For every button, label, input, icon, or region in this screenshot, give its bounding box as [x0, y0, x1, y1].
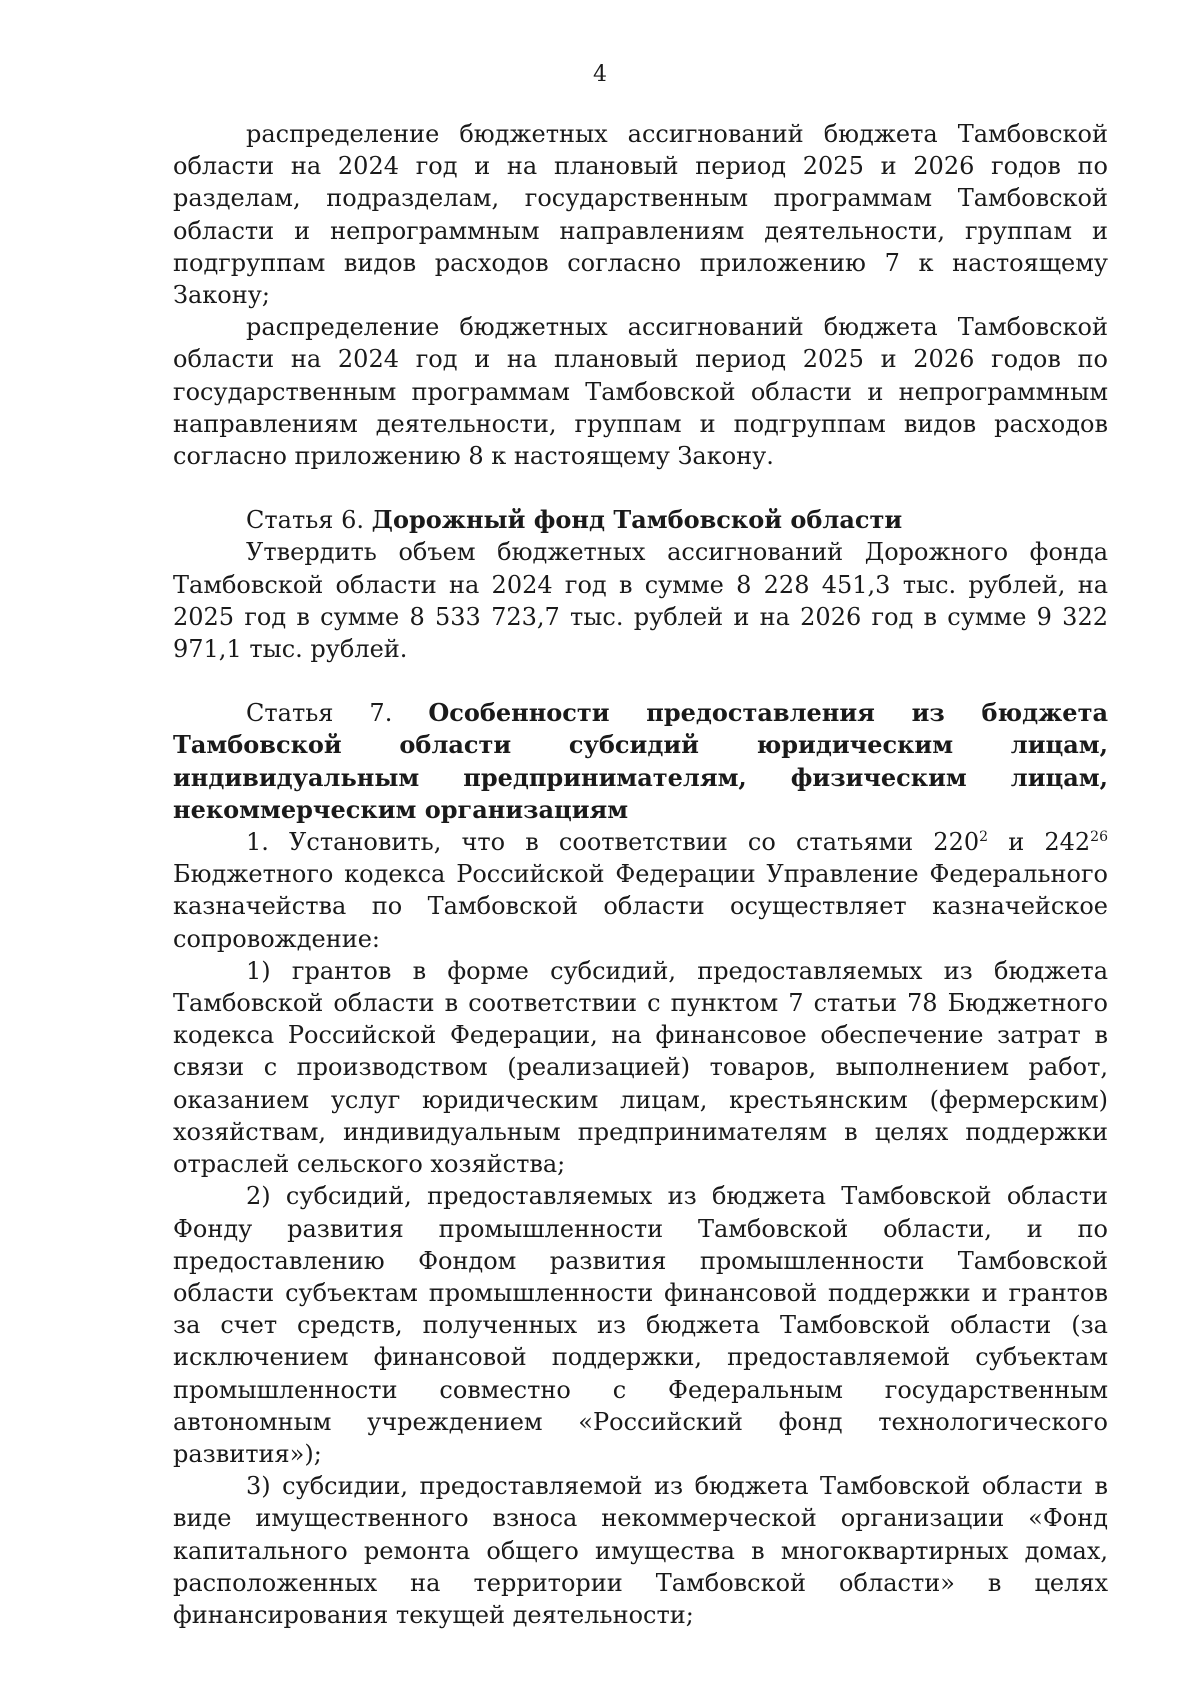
article-7-title: Особенности предоставления из бюджета Тамбовской области субсидий юридическим лицам, индивидуальным предпринимателям, физическим лицам, некоммерческим организациям	[173, 698, 1108, 824]
article-6-title: Дорожный фонд Тамбовской области	[371, 505, 903, 535]
item-1-text-middle: и 242	[988, 828, 1091, 857]
superscript-2: 2	[979, 829, 989, 846]
paragraph-appendix-8: распределение бюджетных ассигнований бюджета Тамбовской области на 2024 год и на плановый период 2025 и 2026 годов по государственным программам Тамбовской области и непрограммным направлениям деятельности, группам и подгруппам видов расходов согласно приложению 8 к настоящему Закону.	[173, 313, 1108, 471]
article-7-subitem-3: 3) субсидии, предоставляемой из бюджета Тамбовской области в виде имущественного взноса некоммерческой организации «Фонд капитального ремонта общего имущества в многоквартирных домах, расположенных на территории Тамбовской области» в целях финансирования текущей деятельности;	[173, 1472, 1108, 1629]
superscript-26: 26	[1090, 829, 1108, 846]
page-number: 4	[593, 62, 607, 87]
item-1-text-end: Бюджетного кодекса Российской Федерации Управление Федерального казначейства по Тамбовской области осуществляет казначейское сопровождение:	[173, 860, 1108, 953]
document-body	[173, 118, 1108, 1631]
article-7-item-1	[173, 826, 1108, 955]
article-7-label: Статья 7.	[246, 699, 393, 728]
paragraph-appendix-7: распределение бюджетных ассигнований бюджета Тамбовской области на 2024 год и на плановый период 2025 и 2026 годов по разделам, подразделам, государственным программам Тамбовской области и непрограммным направлениям деятельности, группам и подгруппам видов расходов согласно приложению 7 к настоящему Закону;	[173, 120, 1108, 310]
article-6-text: Утвердить объем бюджетных ассигнований Дорожного фонда Тамбовской области на 2024 год в сумме 8 228 451,3 тыс. рублей, на 2025 год в сумме 8 533 723,7 тыс. рублей и на 2026 год в сумме 9 322 971,1 тыс. рублей.	[173, 538, 1108, 664]
article-7-subitem-2: 2) субсидий, предоставляемых из бюджета Тамбовской области Фонду развития промышленности Тамбовской области, и по предоставлению Фондом развития промышленности Тамбовской области субъектам промышленности финансовой поддержки и грантов за счет средств, полученных из бюджета Тамбовской области (за исключением финансовой поддержки, предоставляемой субъектам промышленности совместно с Федеральным государственным автономным учреждением «Российский фонд технологического развития»);	[173, 1182, 1108, 1468]
article-6-label: Статья 6.	[246, 506, 364, 535]
spacer	[173, 472, 1108, 504]
article-7-subitem-1: 1) грантов в форме субсидий, предоставляемых из бюджета Тамбовской области в соответствии с пунктом 7 статьи 78 Бюджетного кодекса Российской Федерации, на финансовое обеспечение затрат в связи с производством (реализацией) товаров, выполнением работ, оказанием услуг юридическим лицам, крестьянским (фермерским) хозяйствам, индивидуальным предпринимателям в целях поддержки отраслей сельского хозяйства;	[173, 956, 1108, 1179]
article-7-heading	[173, 697, 1108, 826]
article-6-heading	[173, 504, 1108, 536]
item-1-text-start: 1. Установить, что в соответствии со статьями 220	[246, 828, 980, 857]
spacer	[173, 665, 1108, 697]
